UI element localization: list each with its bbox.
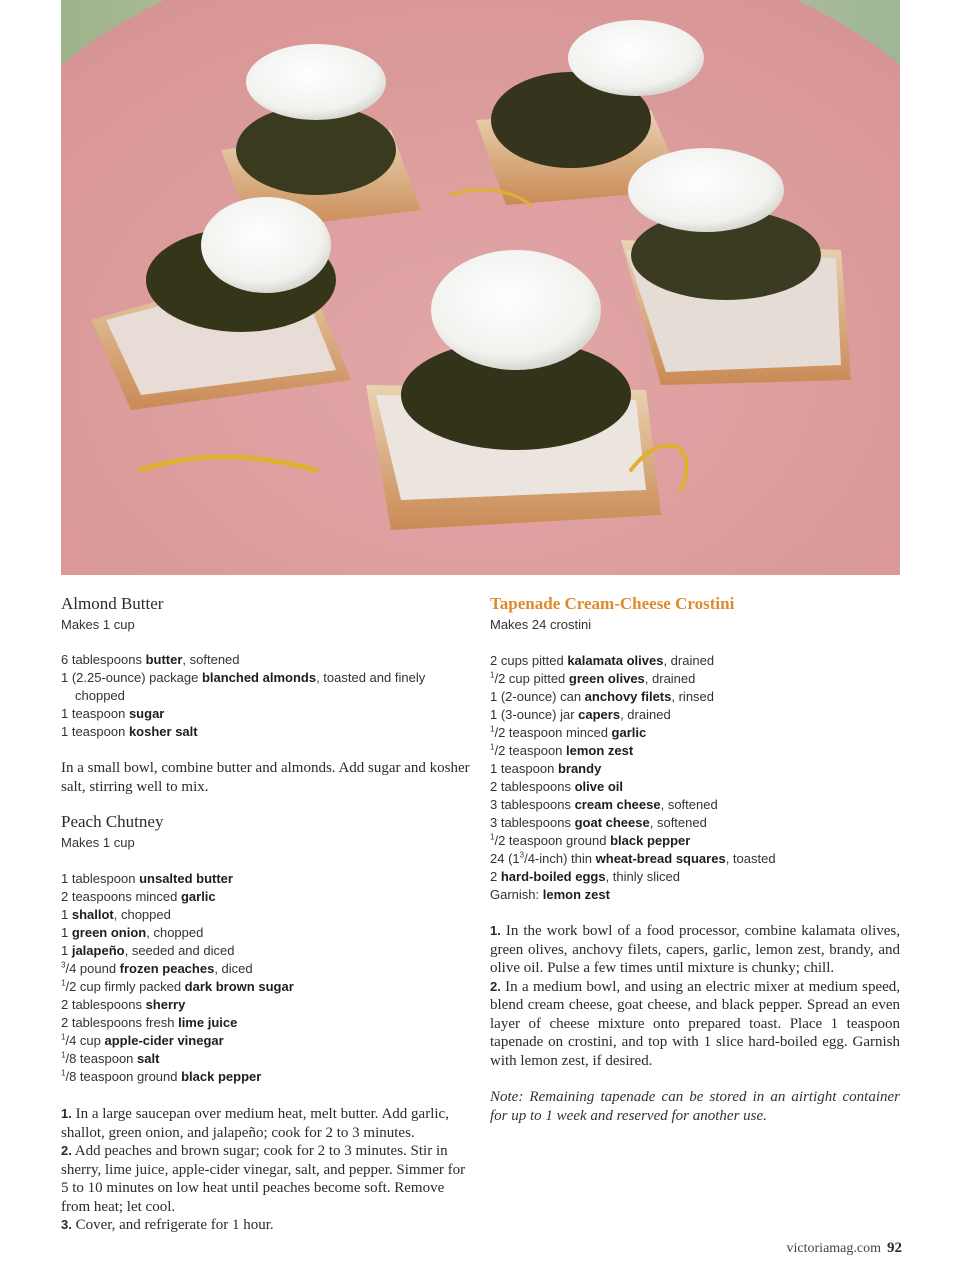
ingredient-item bbox=[61, 996, 471, 1014]
ingredient-name: kosher salt bbox=[128, 724, 198, 739]
ingredient-note: , seeded and diced bbox=[124, 943, 235, 958]
ingredient-name: olive oil bbox=[574, 779, 623, 794]
ingredient-quantity: 2 bbox=[490, 869, 501, 884]
fraction-numerator: 3 bbox=[519, 850, 525, 860]
ingredient-note: , thinly sliced bbox=[605, 869, 680, 884]
ingredient-name: capers bbox=[578, 707, 621, 722]
ingredient-item bbox=[490, 688, 900, 706]
fraction-numerator: 1 bbox=[61, 1068, 66, 1078]
step-text: In a medium bowl, and using an electric mixer at medium speed, blend cream cheese, goat cheese, and black pepper. Spread an even layer of cheese mixture onto prepared toast. Place 1 teaspoon tapenade on crostini, and top with 1 slice hard-boiled egg. Garnish with lemon zest, if desired. bbox=[490, 978, 901, 1069]
ingredient-item bbox=[490, 850, 900, 868]
step-text: In the work bowl of a food processor, combine kalamata olives, green olives, anchovy filets, capers, garlic, lemon zest, brandy, and olive oil. Pulse a few times until mixture is chunky; chill. bbox=[490, 923, 901, 976]
ingredient-note: , softened bbox=[182, 652, 240, 667]
ingredient-name: garlic bbox=[611, 725, 647, 740]
ingredient-quantity: /2 cup pitted bbox=[494, 671, 569, 686]
peach-chutney-ingredients bbox=[61, 870, 471, 1086]
ingredient-item bbox=[490, 886, 900, 904]
ingredient-name: shallot bbox=[71, 907, 114, 922]
ingredient-quantity: 2 tablespoons fresh bbox=[61, 1015, 179, 1030]
ingredient-name: brandy bbox=[557, 761, 602, 776]
ingredient-name: cream cheese bbox=[574, 797, 661, 812]
step-text: Cover, and refrigerate for 1 hour. bbox=[75, 1217, 274, 1233]
fraction-numerator: 1 bbox=[61, 978, 66, 988]
ingredient-quantity: 3 tablespoons bbox=[490, 815, 575, 830]
ingredient-item bbox=[61, 906, 471, 924]
ingredient-quantity: 1 (3-ounce) jar bbox=[490, 707, 579, 722]
ingredient-quantity: 1 (2-ounce) can bbox=[490, 689, 585, 704]
ingredient-quantity: 24 (1 bbox=[490, 851, 520, 866]
peach-chutney-method bbox=[61, 1105, 471, 1235]
ingredient-name: lime juice bbox=[178, 1015, 238, 1030]
ingredient-name: anchovy filets bbox=[584, 689, 672, 704]
ingredient-quantity: 2 cups pitted bbox=[490, 653, 568, 668]
ingredient-note: , drained bbox=[644, 671, 696, 686]
ingredient-name: hard-boiled eggs bbox=[500, 869, 606, 884]
ingredient-name: jalapeño bbox=[71, 943, 125, 958]
page-number: 92 bbox=[887, 1240, 902, 1256]
peach-chutney-title: Peach Chutney bbox=[61, 812, 164, 831]
ingredient-name: salt bbox=[137, 1051, 160, 1066]
method-step bbox=[490, 978, 900, 1071]
fraction-numerator: 1 bbox=[490, 670, 495, 680]
page-footer bbox=[787, 1240, 902, 1257]
ingredient-note: , chopped bbox=[113, 907, 171, 922]
almond-butter-yield: Makes 1 cup bbox=[61, 617, 135, 632]
ingredient-item bbox=[61, 888, 471, 906]
ingredient-item bbox=[61, 960, 471, 978]
ingredient-name: black pepper bbox=[610, 833, 691, 848]
ingredient-item bbox=[490, 742, 900, 760]
ingredient-item bbox=[490, 706, 900, 724]
fraction-numerator: 3 bbox=[61, 960, 66, 970]
ingredient-name: apple-cider vinegar bbox=[104, 1033, 224, 1048]
ingredient-note: , chopped bbox=[146, 925, 204, 940]
crostini-photo bbox=[61, 0, 900, 575]
ingredient-name: garlic bbox=[180, 889, 216, 904]
ingredient-name: green onion bbox=[71, 925, 147, 940]
ingredient-quantity: /4 cup bbox=[65, 1033, 105, 1048]
step-number: 1. bbox=[490, 923, 501, 938]
ingredient-item bbox=[490, 652, 900, 670]
ingredient-note: , toasted bbox=[725, 851, 776, 866]
ingredient-quantity: /2 teaspoon bbox=[494, 743, 567, 758]
ingredient-item bbox=[490, 670, 900, 688]
ingredient-name: goat cheese bbox=[574, 815, 650, 830]
ingredient-item bbox=[61, 870, 471, 888]
ingredient-quantity: 2 tablespoons bbox=[61, 997, 146, 1012]
ingredient-name: sugar bbox=[128, 706, 165, 721]
almond-butter-method: In a small bowl, combine butter and almonds. Add sugar and kosher salt, stirring well to mix. bbox=[61, 760, 470, 795]
step-text: In a large saucepan over medium heat, melt butter. Add garlic, shallot, green onion, and jalapeño; cook for 2 to 3 minutes. bbox=[61, 1106, 449, 1141]
ingredient-item bbox=[490, 778, 900, 796]
ingredient-name: green olives bbox=[568, 671, 645, 686]
ingredient-item bbox=[61, 1050, 471, 1068]
ingredient-quantity: 6 tablespoons bbox=[61, 652, 146, 667]
ingredient-quantity: /8 teaspoon ground bbox=[65, 1069, 182, 1084]
ingredient-name: wheat-bread squares bbox=[595, 851, 726, 866]
ingredient-note: , toasted and finely chopped bbox=[75, 670, 426, 703]
fraction-numerator: 1 bbox=[61, 1050, 66, 1060]
ingredient-item bbox=[61, 978, 471, 996]
ingredient-item bbox=[61, 1014, 471, 1032]
tapenade-method bbox=[490, 922, 900, 1070]
tapenade-yield: Makes 24 crostini bbox=[490, 617, 592, 632]
ingredient-item bbox=[61, 651, 471, 669]
ingredient-quantity: 1 teaspoon bbox=[61, 706, 129, 721]
ingredient-quantity: 1 teaspoon bbox=[61, 724, 129, 739]
ingredient-quantity: 1 tablespoon bbox=[61, 871, 140, 886]
fraction-numerator: 1 bbox=[490, 742, 495, 752]
ingredient-note: , rinsed bbox=[671, 689, 715, 704]
ingredient-item bbox=[61, 669, 471, 705]
almond-butter-ingredients bbox=[61, 651, 471, 741]
ingredient-quantity: 1 bbox=[61, 943, 72, 958]
ingredient-name: lemon zest bbox=[542, 887, 610, 902]
ingredient-item bbox=[61, 1068, 471, 1086]
ingredient-quantity: /4 pound bbox=[65, 961, 120, 976]
ingredient-quantity: 1 bbox=[61, 925, 72, 940]
ingredient-item bbox=[490, 868, 900, 886]
ingredient-name: frozen peaches bbox=[119, 961, 215, 976]
almond-butter-title: Almond Butter bbox=[61, 594, 164, 613]
ingredient-item bbox=[61, 705, 471, 723]
fraction-numerator: 1 bbox=[61, 1032, 66, 1042]
step-number: 2. bbox=[61, 1143, 72, 1158]
ingredient-name: kalamata olives bbox=[567, 653, 664, 668]
ingredient-item bbox=[61, 924, 471, 942]
ingredient-note: , softened bbox=[649, 815, 707, 830]
ingredient-name: unsalted butter bbox=[139, 871, 233, 886]
ingredient-quantity: 2 teaspoons minced bbox=[61, 889, 181, 904]
ingredient-quantity: /2 cup firmly packed bbox=[65, 979, 185, 994]
ingredient-quantity: /2 teaspoon minced bbox=[494, 725, 612, 740]
ingredient-item bbox=[61, 1032, 471, 1050]
ingredient-note: , drained bbox=[663, 653, 715, 668]
crostini-illustration bbox=[61, 0, 900, 575]
fraction-numerator: 1 bbox=[490, 724, 495, 734]
step-text: Add peaches and brown sugar; cook for 2 to 3 minutes. Stir in sherry, lime juice, apple-cider vinegar, salt, and pepper. Simmer for 5 to 10 minutes on low heat until peaches become soft. Remove from heat; let cool. bbox=[61, 1143, 466, 1215]
method-step bbox=[61, 1142, 471, 1216]
ingredient-item bbox=[61, 942, 471, 960]
method-step bbox=[490, 922, 900, 978]
peach-chutney-yield: Makes 1 cup bbox=[61, 835, 135, 850]
tapenade-note: Note: Remaining tapenade can be stored in an airtight container for up to 1 week and reserved for another use. bbox=[490, 1089, 900, 1124]
ingredient-name: dark brown sugar bbox=[184, 979, 294, 994]
ingredient-quantity: 1 teaspoon bbox=[490, 761, 558, 776]
ingredient-quantity: Garnish: bbox=[490, 887, 543, 902]
site-url: victoriamag.com bbox=[786, 1241, 881, 1256]
ingredient-quantity: 1 (2.25-ounce) package bbox=[61, 670, 202, 685]
ingredient-item bbox=[490, 796, 900, 814]
fraction-numerator: 1 bbox=[490, 832, 495, 842]
ingredient-name: blanched almonds bbox=[201, 670, 317, 685]
ingredient-quantity: /2 teaspoon ground bbox=[494, 833, 611, 848]
ingredient-note: , softened bbox=[660, 797, 718, 812]
ingredient-name: butter bbox=[145, 652, 183, 667]
ingredient-item bbox=[61, 723, 471, 741]
ingredient-item bbox=[490, 760, 900, 778]
ingredient-quantity: /4-inch) thin bbox=[524, 851, 596, 866]
tapenade-ingredients bbox=[490, 652, 900, 904]
tapenade-title: Tapenade Cream-Cheese Crostini bbox=[490, 594, 735, 613]
right-column bbox=[490, 594, 900, 1125]
ingredient-quantity: 1 bbox=[61, 907, 72, 922]
step-number: 1. bbox=[61, 1106, 72, 1121]
step-number: 2. bbox=[490, 978, 501, 994]
ingredient-item bbox=[490, 814, 900, 832]
ingredient-quantity: 2 tablespoons bbox=[490, 779, 575, 794]
ingredient-item bbox=[490, 724, 900, 742]
step-number: 3. bbox=[61, 1217, 72, 1232]
method-step bbox=[61, 1105, 471, 1142]
ingredient-name: black pepper bbox=[181, 1069, 262, 1084]
ingredient-name: lemon zest bbox=[566, 743, 634, 758]
ingredient-quantity: 3 tablespoons bbox=[490, 797, 575, 812]
ingredient-name: sherry bbox=[145, 997, 186, 1012]
ingredient-quantity: /8 teaspoon bbox=[65, 1051, 138, 1066]
ingredient-note: , diced bbox=[214, 961, 253, 976]
method-step bbox=[61, 1216, 471, 1235]
ingredient-item bbox=[490, 832, 900, 850]
left-column bbox=[61, 594, 471, 1235]
ingredient-note: , drained bbox=[620, 707, 671, 722]
